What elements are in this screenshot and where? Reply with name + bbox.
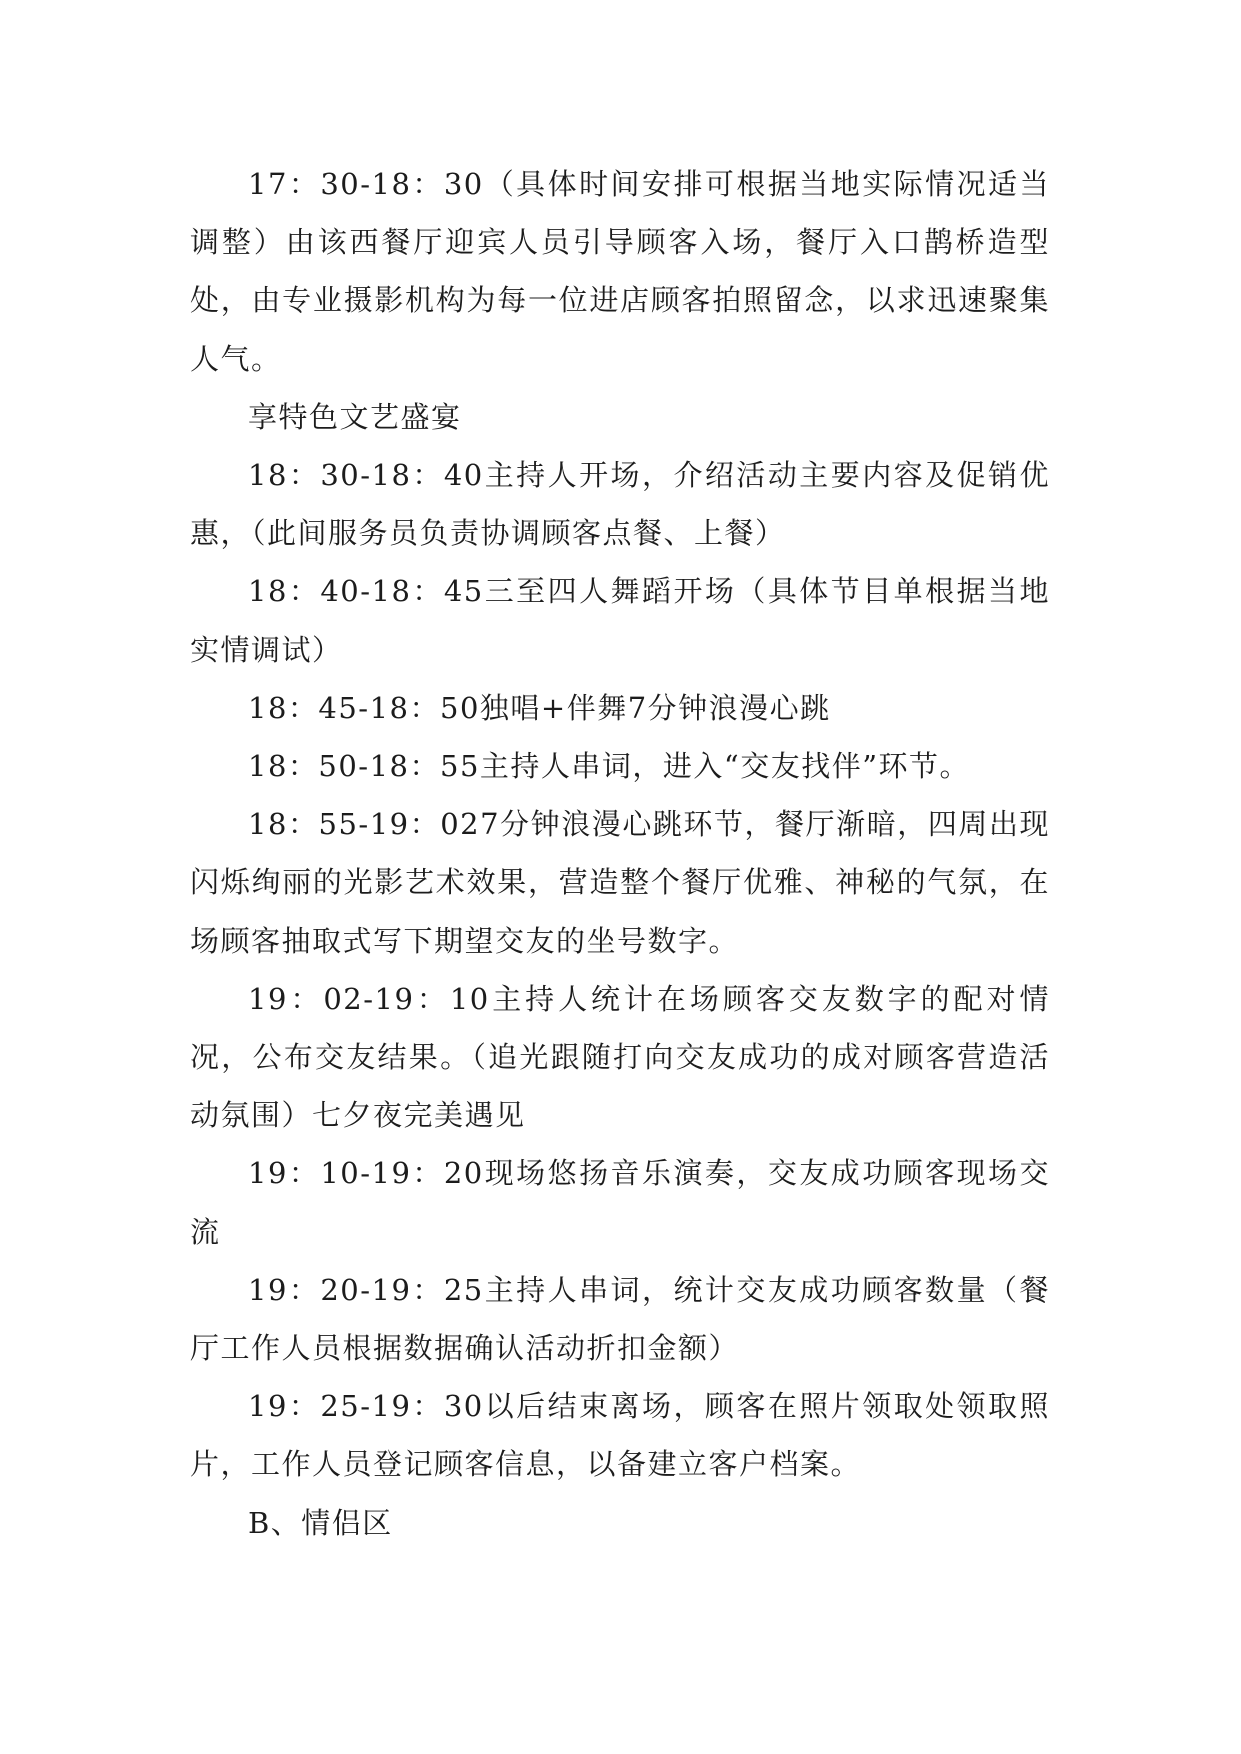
paragraph-host-opening: 18：30-18：40主持人开场，介绍活动主要内容及促销优惠，（此间服务员负责协调顾客点餐、上餐） [190, 458, 1050, 551]
paragraph-romantic-session: 18：55-19：027分钟浪漫心跳环节，餐厅渐暗，四周出现闪烁绚丽的光影艺术效果，营造整个餐厅优雅、神秘的气氛，在场顾客抽取式写下期望交友的坐号数字。 [190, 807, 1050, 958]
paragraph-couple-area-heading: B、情侣区 [248, 1505, 393, 1540]
paragraph-solo-song: 18：45-18：50独唱+伴舞7分钟浪漫心跳 [248, 690, 831, 725]
paragraph-closing: 19：25-19：30以后结束离场，顾客在照片领取处领取照片，工作人员登记顾客信息，以备建立客户档案。 [190, 1389, 1050, 1482]
paragraph-host-transition: 18：50-18：55主持人串词，进入“交友找伴”环节。 [248, 749, 971, 784]
paragraph-section-heading: 享特色文艺盛宴 [248, 399, 462, 434]
paragraph-reception: 17：30-18：30（具体时间安排可根据当地实际情况适当调整）由该西餐厅迎宾人员引导顾客入场，餐厅入口鹊桥造型处，由专业摄影机构为每一位进店顾客拍照留念，以求迅速聚集人气。 [190, 167, 1050, 376]
paragraph-music-performance: 19：10-19：20现场悠扬音乐演奏，交友成功顾客现场交流 [190, 1156, 1050, 1249]
document-body [190, 155, 1050, 1552]
paragraph-pairing-results: 19：02-19：10主持人统计在场顾客交友数字的配对情况，公布交友结果。（追光跟随打向交友成功的成对顾客营造活动氛围）七夕夜完美遇见 [190, 981, 1050, 1133]
paragraph-host-statistics: 19：20-19：25主持人串词，统计交友成功顾客数量（餐厅工作人员根据数据确认活动折扣金额） [190, 1272, 1050, 1366]
paragraph-dance-opening: 18：40-18：45三至四人舞蹈开场（具体节目单根据当地实情调试） [190, 574, 1050, 667]
